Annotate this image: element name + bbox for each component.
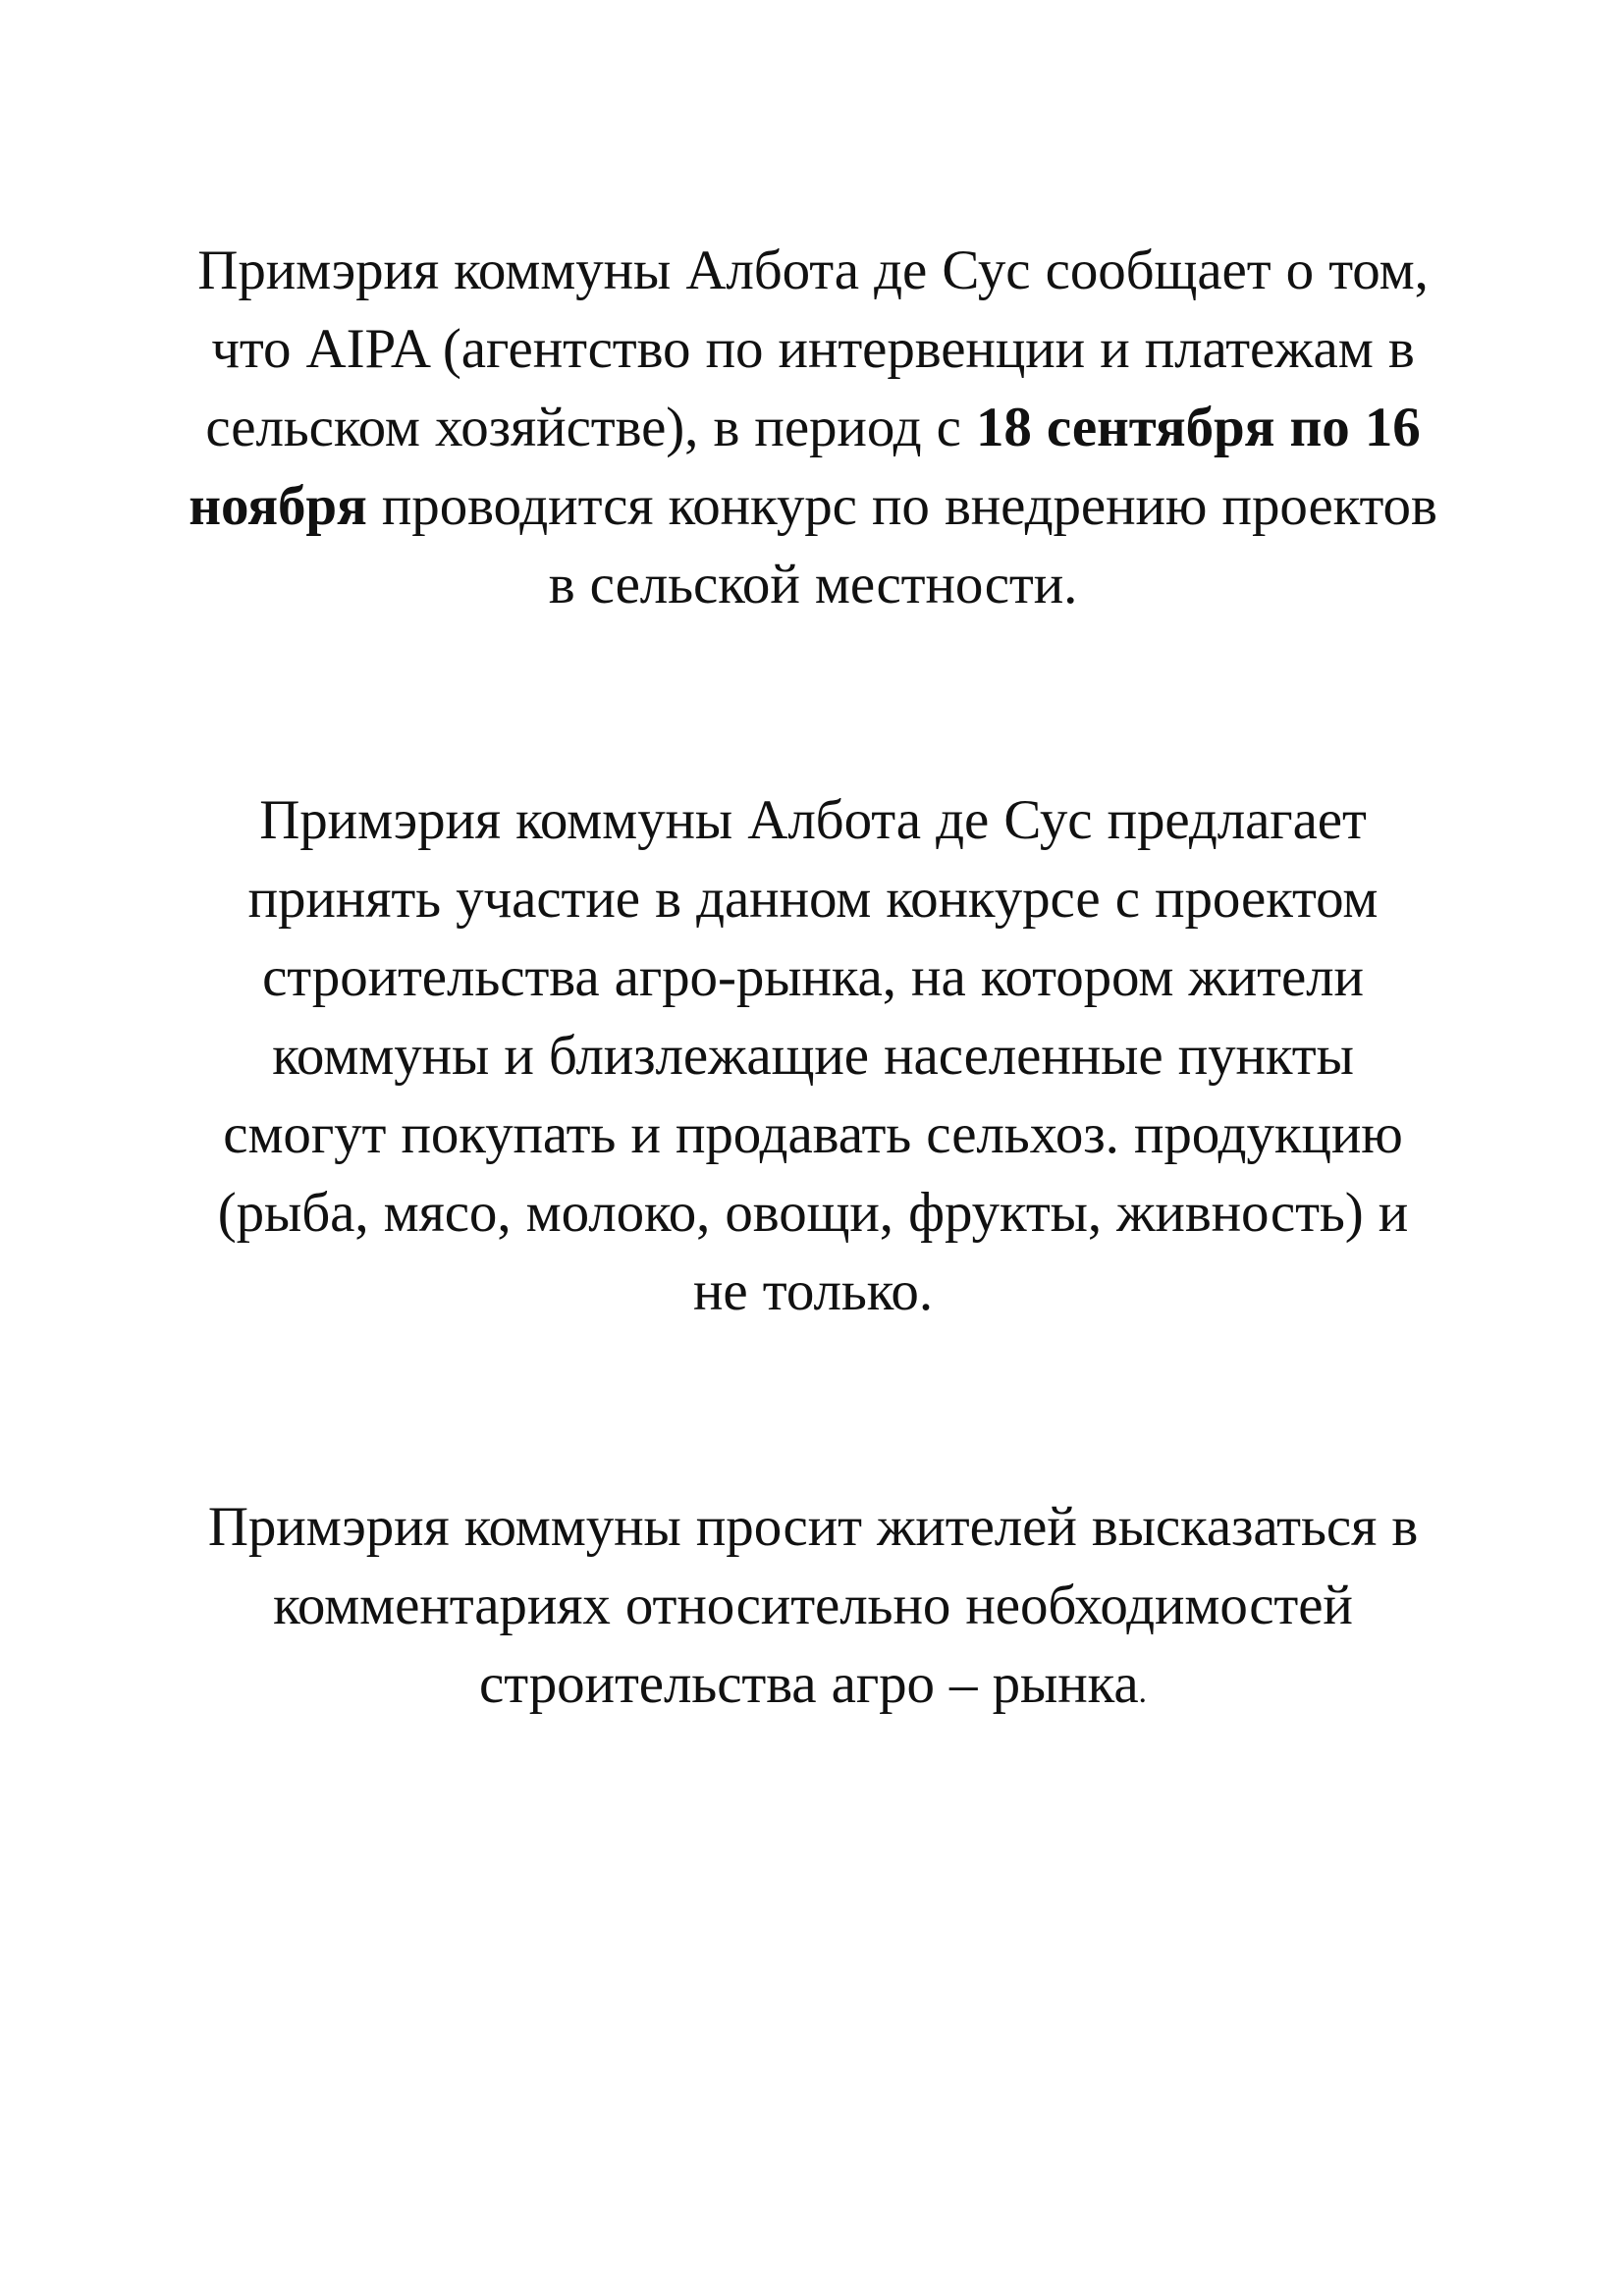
- document-body: [185, 232, 1441, 1732]
- paragraph-2-run-1: Примэрия коммуны Албота де Сус предлагает принять участие в данном конкурсе с проектом строительства агро-рынка, на котором жители коммуны и близлежащие населенные пункты смогут покупать и продавать сельхоз. продукцию (рыба, мясо, молоко, овощи, фрукты, живность) и не только.: [217, 789, 1409, 1322]
- paragraph-1-run-1: Примэрия коммуны Албота де Сус сообщает о том, что AIPA (агентство по интервенции и платежам в сельском хозяйстве), в период с: [197, 240, 1429, 458]
- paragraph-announcement-request-comments: [185, 1488, 1441, 1732]
- paragraph-1-run-2-bold-dates: 18 сентября по 16 ноября: [189, 397, 1421, 537]
- paragraph-3-final-period: .: [1138, 1674, 1147, 1710]
- paragraph-1-run-3: проводится конкурс по внедрению проектов в сельской местности.: [366, 475, 1437, 615]
- paragraph-3-run-1: Примэрия коммуны просит жителей высказаться в комментариях относительно необходимостей строительства агро – рынка: [207, 1496, 1419, 1715]
- paragraph-announcement-agromarket: [185, 781, 1441, 1331]
- paragraph-announcement-contest: [185, 232, 1441, 624]
